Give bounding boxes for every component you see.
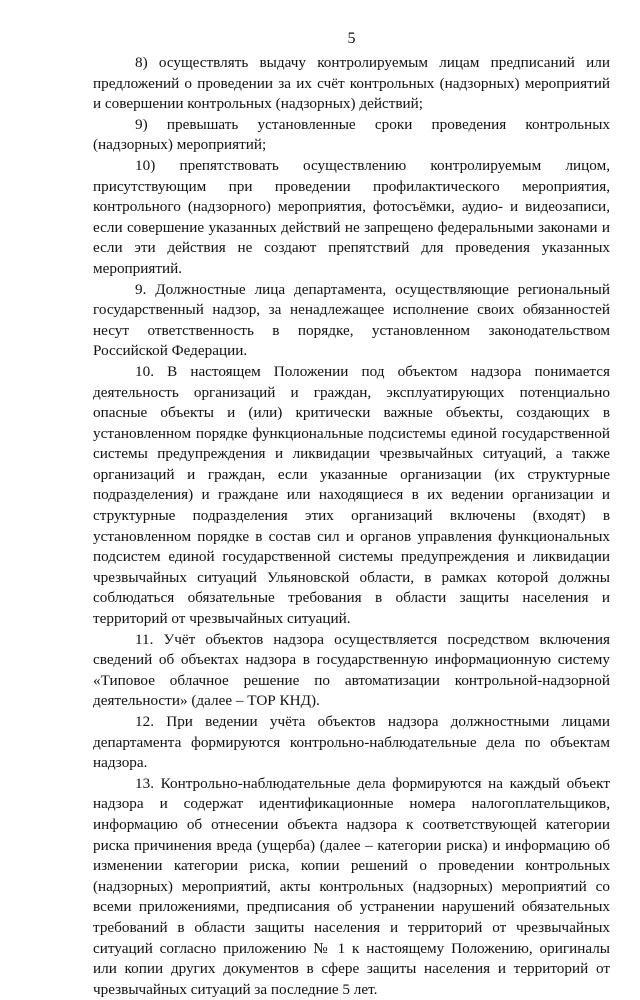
paragraph-item-10: 10) препятствовать осуществлению контролируемым лицом, присутствующим при проведении профилактического мероприятия, контрольного (надзорного) мероприятия, фотосъёмки, аудио- и видеозаписи, если совершение указанных действий не запрещено федеральными законами и если эти действия не создают препятствий для проведения указанных мероприятий. xyxy=(93,156,610,277)
paragraph-item-8: 8) осуществлять выдачу контролируемым лицам предписаний или предложений о проведении за их счёт контрольных (надзорных) мероприятий и совершении контрольных (надзорных) действий; xyxy=(93,54,610,113)
paragraph-section-13: 13. Контрольно-наблюдательные дела формируются на каждый объект надзора и содержат идентификационные номера налогоплательщиков, информацию об отнесении объекта надзора к соответствующей категории риска причинения вреда (ущерба) (далее – категории риска) и информацию об изменении категории риска, копии решений о проведении контрольных (надзорных) мероприятий, акты контрольных (надзорных) мероприятий со всеми приложениями, предписания об устранении нарушений обязательных требований в области защиты населения и территорий от чрезвычайных ситуаций согласно приложению № 1 к настоящему Положению, оригиналы или копии других документов в сфере защиты населения и территорий от чрезвычайных ситуаций за последние 5 лет. xyxy=(93,774,610,998)
paragraph-section-12: 12. При ведении учёта объектов надзора должностными лицами департамента формируются контрольно-наблюдательные дела по объектам надзора. xyxy=(93,713,610,772)
paragraph-section-10: 10. В настоящем Положении под объектом надзора понимается деятельность организаций и граждан, эксплуатирующих потенциально опасные объекты и (или) критически важные объекты, создающих в установленном порядке функциональные подсистемы единой государственной системы предупреждения и ликвидации чрезвычайных ситуаций, а также организаций и граждан, если указанные организации (их структурные подразделения) и граждане или находящиеся в их ведении организации и структурные подразделения этих организаций включены (входят) в установленном порядке в состав сил и органов управления функциональных подсистем единой государственной системы предупреждения и ликвидации чрезвычайных ситуаций Ульяновской области, в рамках которой должны соблюдаться обязательные требования в области защиты населения и территорий от чрезвычайных ситуаций. xyxy=(93,362,610,628)
page-number: 5 xyxy=(347,30,356,47)
paragraph-section-11: 11. Учёт объектов надзора осуществляется посредством включения сведений об объектах надзора в государственную информационную систему «Типовое облачное решение по автоматизации контрольной-надзорной деятельности» (далее – ТОР КНД). xyxy=(93,630,610,710)
paragraph-section-9: 9. Должностные лица департамента, осуществляющие региональный государственный надзор, за ненадлежащее исполнение своих обязанностей несут ответственность в порядке, установленном законодательством Российской Федерации. xyxy=(93,280,610,360)
paragraph-item-9: 9) превышать установленные сроки проведения контрольных (надзорных) мероприятий; xyxy=(93,115,610,154)
